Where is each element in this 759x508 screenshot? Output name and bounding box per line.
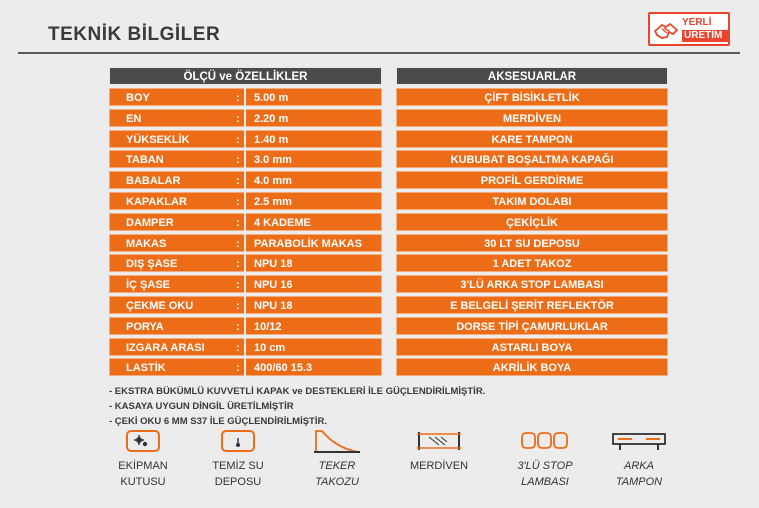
spec-row	[109, 130, 382, 148]
spec-key: DIŞ ŞASE	[126, 258, 178, 271]
spec-divider	[244, 192, 246, 210]
spec-divider	[244, 275, 246, 293]
accessory-item: DORSE TİPİ ÇAMURLUKLAR	[396, 317, 668, 335]
spec-value: 2.5 mm	[254, 195, 292, 208]
accessories-heading: AKSESUARLAR	[396, 67, 668, 85]
rear-bumper-icon	[610, 428, 668, 454]
spec-key: ÇEKME OKU	[126, 299, 194, 312]
spec-key: TABAN	[126, 154, 164, 167]
spec-key: İÇ ŞASE	[126, 279, 171, 292]
spec-row	[109, 358, 382, 376]
feature-water-tank-label: TEMİZ SU DEPOSU	[212, 460, 264, 488]
spec-divider	[244, 88, 246, 106]
spec-value: 3.0 mm	[254, 154, 292, 167]
spec-key: EN	[126, 112, 142, 125]
stop-lamp-icon	[519, 428, 571, 454]
spec-separator	[234, 131, 243, 147]
spec-row	[109, 338, 382, 356]
spec-separator	[234, 235, 243, 251]
feature-toolbox-label: EKİPMAN KUTUSU	[118, 460, 168, 488]
spec-separator	[234, 110, 243, 126]
spec-separator	[234, 151, 243, 167]
notes	[109, 384, 485, 429]
accessories-panel	[396, 67, 668, 379]
spec-separator	[234, 214, 243, 230]
spec-key: BOY	[126, 92, 150, 104]
spec-key: LASTİK	[126, 362, 166, 375]
spec-divider	[244, 171, 246, 189]
spec-divider	[244, 150, 246, 168]
accessory-item: KUBUBAT BOŞALTMA KAPAĞI	[396, 150, 668, 168]
spec-value: 4.0 mm	[254, 175, 292, 188]
spec-separator	[234, 255, 243, 271]
spec-value: NPU 18	[254, 299, 293, 312]
feature-ladder	[394, 428, 484, 474]
water-tank-icon	[219, 428, 257, 454]
page-header	[0, 0, 759, 54]
spec-row	[109, 275, 382, 293]
logo-line2: ÜRETİM	[682, 30, 728, 42]
specs-panel	[109, 67, 382, 379]
spec-row	[109, 254, 382, 272]
yerli-uretim-logo	[648, 12, 730, 46]
accessory-item: ÇEKİÇLİK	[396, 213, 668, 231]
spec-divider	[244, 358, 246, 376]
note-line: - ÇEKİ OKU 6 MM S37 İLE GÜÇLENDİRİLMİŞTİR.	[109, 416, 327, 427]
feature-water-tank	[193, 428, 283, 490]
spec-divider	[244, 296, 246, 314]
accessory-item: E BELGELİ ŞERİT REFLEKTÖR	[396, 296, 668, 314]
spec-key: DAMPER	[126, 216, 174, 229]
spec-row	[109, 296, 382, 314]
feature-stop-lamp-label: 3'LÜ STOP LAMBASI	[517, 460, 573, 488]
toolbox-icon	[124, 428, 162, 454]
ladder-icon	[415, 428, 463, 454]
spec-row	[109, 109, 382, 127]
spec-divider	[244, 234, 246, 252]
spec-key: PORYA	[126, 320, 164, 333]
spec-value: 5.00 m	[254, 92, 289, 104]
feature-rear-bumper	[594, 428, 684, 490]
accessory-item: AKRİLİK BOYA	[396, 358, 668, 376]
spec-separator	[234, 297, 243, 313]
spec-key: MAKAS	[126, 237, 167, 250]
feature-stop-lamp	[500, 428, 590, 490]
spec-key: IZGARA ARASI	[126, 341, 205, 354]
spec-value: 1.40 m	[254, 133, 289, 146]
feature-toolbox	[98, 428, 188, 490]
spec-value: NPU 16	[254, 279, 293, 292]
accessory-item: TAKIM DOLABI	[396, 192, 668, 210]
spec-divider	[244, 254, 246, 272]
accessories-list	[396, 88, 668, 376]
spec-value: NPU 18	[254, 258, 293, 271]
page-title: TEKNİK BİLGİLER	[48, 24, 221, 45]
accessory-item: 30 LT SU DEPOSU	[396, 234, 668, 252]
accessory-item: ASTARLI BOYA	[396, 338, 668, 356]
spec-value: 400/60 15.3	[254, 362, 313, 375]
specs-heading: ÖLÇÜ ve ÖZELLİKLER	[109, 67, 382, 85]
feature-wheel-chock	[292, 428, 382, 490]
spec-separator	[234, 318, 243, 334]
spec-divider	[244, 213, 246, 231]
spec-row	[109, 234, 382, 252]
accessory-item: MERDİVEN	[396, 109, 668, 127]
feature-ladder-label: MERDİVEN	[409, 460, 469, 472]
spec-separator	[234, 276, 243, 292]
spec-separator	[234, 172, 243, 188]
spec-key: KAPAKLAR	[126, 195, 187, 208]
feature-icons	[0, 428, 759, 508]
spec-separator	[234, 339, 243, 355]
accessory-item: PROFİL GERDİRME	[396, 171, 668, 189]
spec-value: PARABOLİK MAKAS	[254, 237, 362, 250]
wheel-chock-icon	[312, 428, 362, 454]
spec-value: 4 KADEME	[254, 216, 311, 229]
logo-line1: YERLİ	[682, 17, 712, 28]
spec-row	[109, 192, 382, 210]
note-line: - KASAYA UYGUN DİNGİL ÜRETİLMİŞTİR	[109, 401, 294, 412]
spec-row	[109, 213, 382, 231]
spec-key: BABALAR	[126, 175, 181, 188]
spec-value: 10/12	[254, 320, 282, 333]
note-line: - EKSTRA BÜKÜMLÜ KUVVETLİ KAPAK ve DESTEKLERİ İLE GÜÇLENDİRİLMİŞTİR.	[109, 386, 486, 397]
accessory-item: 3'LÜ ARKA STOP LAMBASI	[396, 275, 668, 293]
spec-row	[109, 317, 382, 335]
hand-icon	[653, 19, 679, 41]
spec-separator	[234, 359, 243, 375]
spec-row	[109, 171, 382, 189]
spec-key: YÜKSEKLİK	[126, 133, 190, 146]
spec-value: 2.20 m	[254, 112, 289, 125]
spec-row	[109, 88, 382, 106]
spec-divider	[244, 109, 246, 127]
spec-row	[109, 150, 382, 168]
feature-wheel-chock-label: TEKER TAKOZU	[315, 460, 359, 488]
specs-list	[109, 88, 382, 376]
spec-separator	[234, 89, 243, 105]
spec-value: 10 cm	[254, 341, 286, 354]
spec-separator	[234, 193, 243, 209]
feature-rear-bumper-label: ARKA TAMPON	[615, 460, 663, 488]
accessory-item: 1 ADET TAKOZ	[396, 254, 668, 272]
accessory-item: ÇİFT BİSİKLETLİK	[396, 88, 668, 106]
header-divider	[18, 52, 740, 54]
accessory-item: KARE TAMPON	[396, 130, 668, 148]
spec-divider	[244, 338, 246, 356]
spec-divider	[244, 130, 246, 148]
spec-divider	[244, 317, 246, 335]
logo-text	[682, 17, 728, 42]
